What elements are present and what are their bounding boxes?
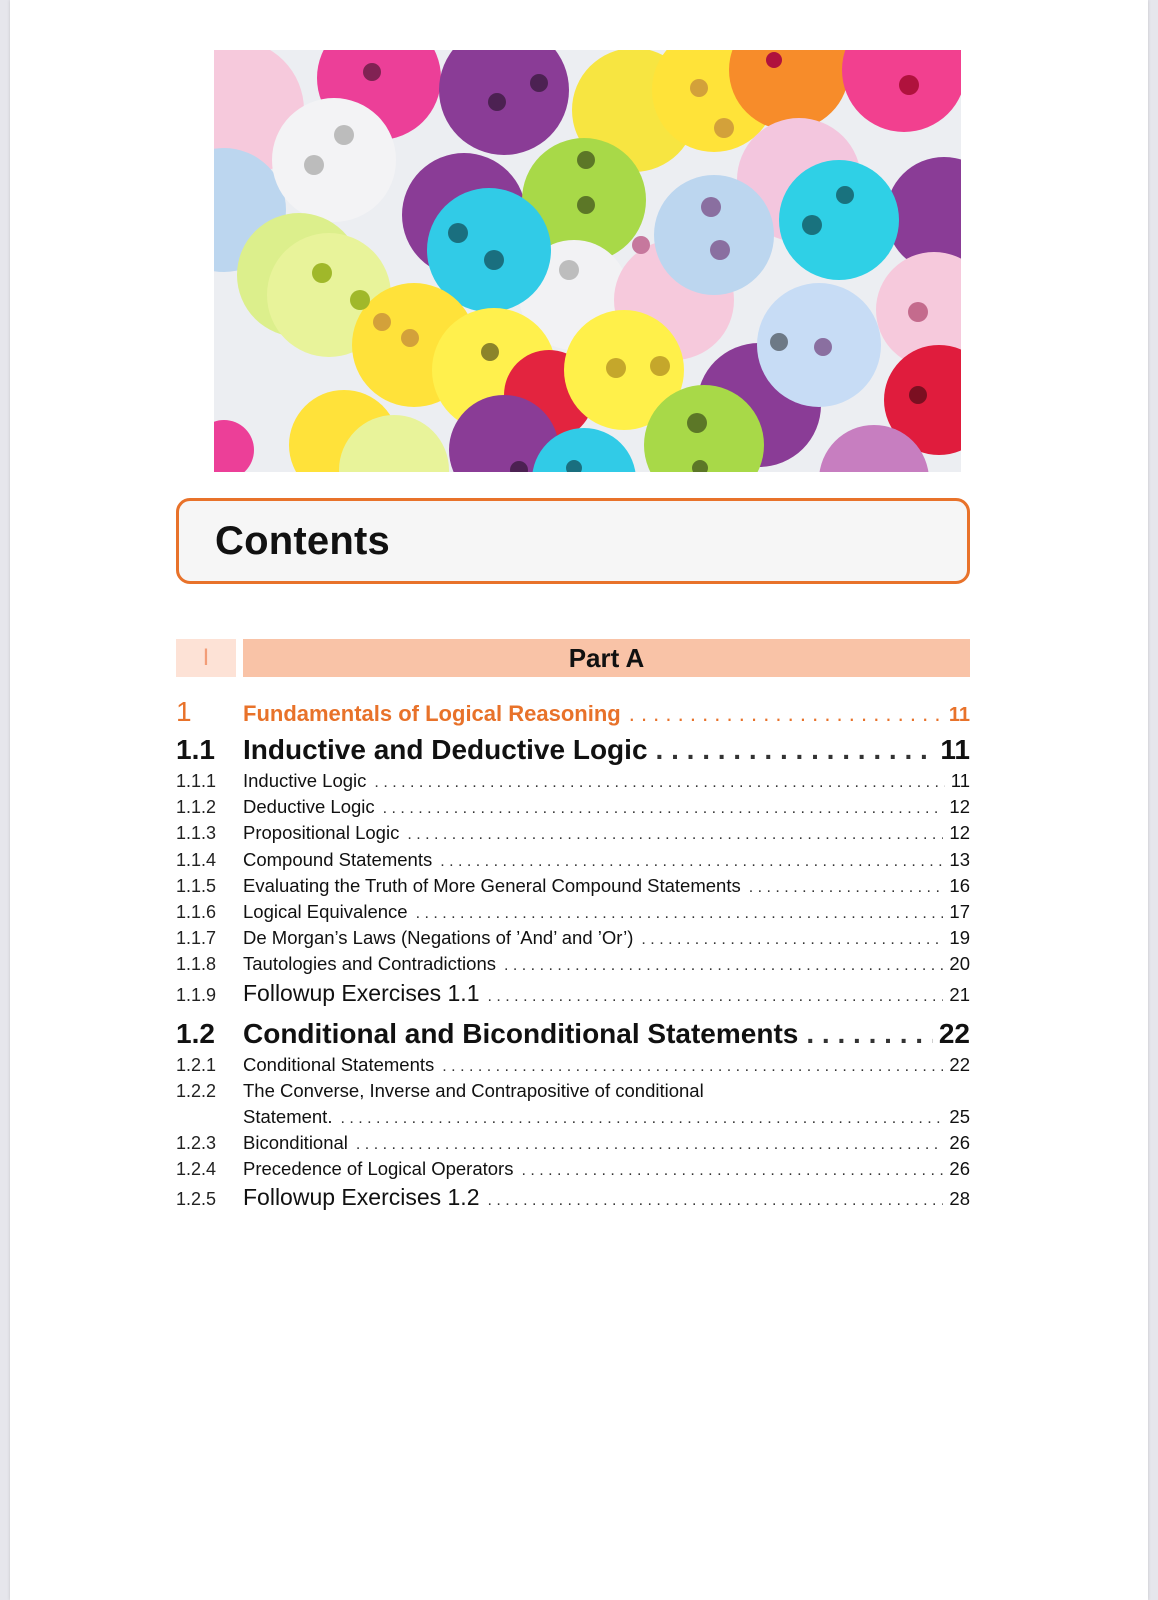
chapter-page: 11 <box>948 704 970 726</box>
item-page: 22 <box>949 1053 970 1075</box>
spacer <box>176 1010 970 1018</box>
item-page: 11 <box>950 770 970 791</box>
item-title: Evaluating the Truth of More General Compound Statements <box>243 874 741 896</box>
dot-leader <box>440 853 943 871</box>
item-title: Followup Exercises 1.1 <box>243 979 480 1006</box>
item-title: Followup Exercises 1.2 <box>243 1184 480 1211</box>
item-title: Precedence of Logical Operators <box>243 1158 514 1180</box>
item-title: Conditional Statements <box>243 1053 435 1075</box>
section-page: 11 <box>940 734 970 765</box>
item-number: 1.1.4 <box>176 849 217 870</box>
dot-leader <box>656 734 935 766</box>
toc-section-1-2[interactable] <box>176 1018 970 1054</box>
item-number: 1.2.3 <box>176 1132 217 1153</box>
toc-item-1-1-7[interactable] <box>176 927 970 953</box>
item-title: Biconditional <box>243 1131 348 1153</box>
item-page: 26 <box>949 1131 970 1153</box>
section-number: 1.2 <box>176 1017 215 1049</box>
toc-item-1-1-6[interactable] <box>176 901 970 927</box>
item-title-line1: The Converse, Inverse and Contrapositive of conditional <box>243 1079 704 1101</box>
part-title: Part A <box>243 639 970 677</box>
part-number: I <box>176 639 236 677</box>
section-title: Conditional and Biconditional Statements <box>243 1017 799 1049</box>
item-page: 16 <box>949 874 970 896</box>
item-page: 13 <box>949 848 970 870</box>
toc-item-1-2-2[interactable] <box>176 1080 970 1106</box>
item-number: 1.1.2 <box>176 797 217 818</box>
dot-leader <box>442 1058 943 1076</box>
item-number: 1.1.9 <box>176 984 217 1005</box>
buttons-illustration <box>214 50 961 472</box>
toc-item-1-1-8[interactable] <box>176 953 970 979</box>
toc-item-1-2-1[interactable] <box>176 1054 970 1080</box>
item-number: 1.1.1 <box>176 771 217 791</box>
item-page: 21 <box>949 983 970 1005</box>
dot-leader <box>416 905 944 923</box>
dot-leader <box>374 774 944 792</box>
item-page: 26 <box>949 1158 970 1180</box>
item-title: Propositional Logic <box>243 822 400 844</box>
item-title: Inductive Logic <box>243 770 367 791</box>
document-page <box>10 0 1148 1600</box>
toc-chapter-1[interactable] <box>176 696 970 734</box>
item-title-line2: Statement. <box>243 1105 333 1127</box>
item-page: 12 <box>949 822 970 844</box>
toc-item-1-1-4[interactable] <box>176 849 970 875</box>
item-title: Logical Equivalence <box>243 900 408 922</box>
item-number: 1.1.3 <box>176 823 217 844</box>
chapter-number: 1 <box>176 696 192 727</box>
section-number: 1.1 <box>176 734 215 765</box>
toc-item-1-1-1[interactable] <box>176 770 970 796</box>
dot-leader <box>521 1162 943 1180</box>
toc-item-1-2-4[interactable] <box>176 1158 970 1184</box>
item-title: Compound Statements <box>243 848 433 870</box>
item-page: 20 <box>949 953 970 975</box>
item-number: 1.1.7 <box>176 928 217 949</box>
chapter-title: Fundamentals of Logical Reasoning <box>243 701 621 726</box>
item-page: 12 <box>949 796 970 818</box>
item-title: Tautologies and Contradictions <box>243 953 496 975</box>
section-title: Inductive and Deductive Logic <box>243 734 648 765</box>
contents-heading-box <box>176 498 970 584</box>
item-page: 28 <box>949 1188 970 1210</box>
toc-item-1-1-3[interactable] <box>176 822 970 848</box>
dot-leader <box>504 957 943 975</box>
dot-leader <box>356 1136 944 1154</box>
toc-section-1-1[interactable] <box>176 734 970 770</box>
item-page: 17 <box>949 900 970 922</box>
dot-leader <box>488 988 944 1006</box>
item-number: 1.1.8 <box>176 954 217 975</box>
toc-item-1-1-9[interactable] <box>176 980 970 1010</box>
dot-leader <box>383 800 944 818</box>
toc-item-1-1-5[interactable] <box>176 875 970 901</box>
dot-leader <box>629 701 943 727</box>
toc-item-1-2-5[interactable] <box>176 1184 970 1214</box>
table-of-contents <box>176 696 970 1214</box>
section-page: 22 <box>938 1017 970 1049</box>
toc-item-1-2-2-cont[interactable] <box>176 1106 970 1132</box>
contents-heading: Contents <box>215 519 390 563</box>
toc-item-1-1-2[interactable] <box>176 796 970 822</box>
item-number: 1.2.5 <box>176 1189 217 1210</box>
item-page: 19 <box>949 927 970 949</box>
item-number: 1.2.1 <box>176 1054 217 1075</box>
dot-leader <box>641 931 943 949</box>
toc-item-1-2-3[interactable] <box>176 1132 970 1158</box>
dot-leader <box>340 1110 943 1128</box>
item-number: 1.1.5 <box>176 875 217 896</box>
dot-leader <box>488 1192 944 1210</box>
colorful-buttons-photo <box>214 50 961 472</box>
item-number: 1.2.2 <box>176 1080 217 1101</box>
dot-leader <box>407 826 943 844</box>
dot-leader <box>749 879 944 897</box>
item-number: 1.1.6 <box>176 901 217 922</box>
dot-leader <box>806 1018 932 1050</box>
item-title: De Morgan’s Laws (Negations of ’And’ and ’Or’) <box>243 927 634 949</box>
item-title: Deductive Logic <box>243 796 375 818</box>
item-number: 1.2.4 <box>176 1159 217 1180</box>
item-page: 25 <box>949 1105 970 1127</box>
